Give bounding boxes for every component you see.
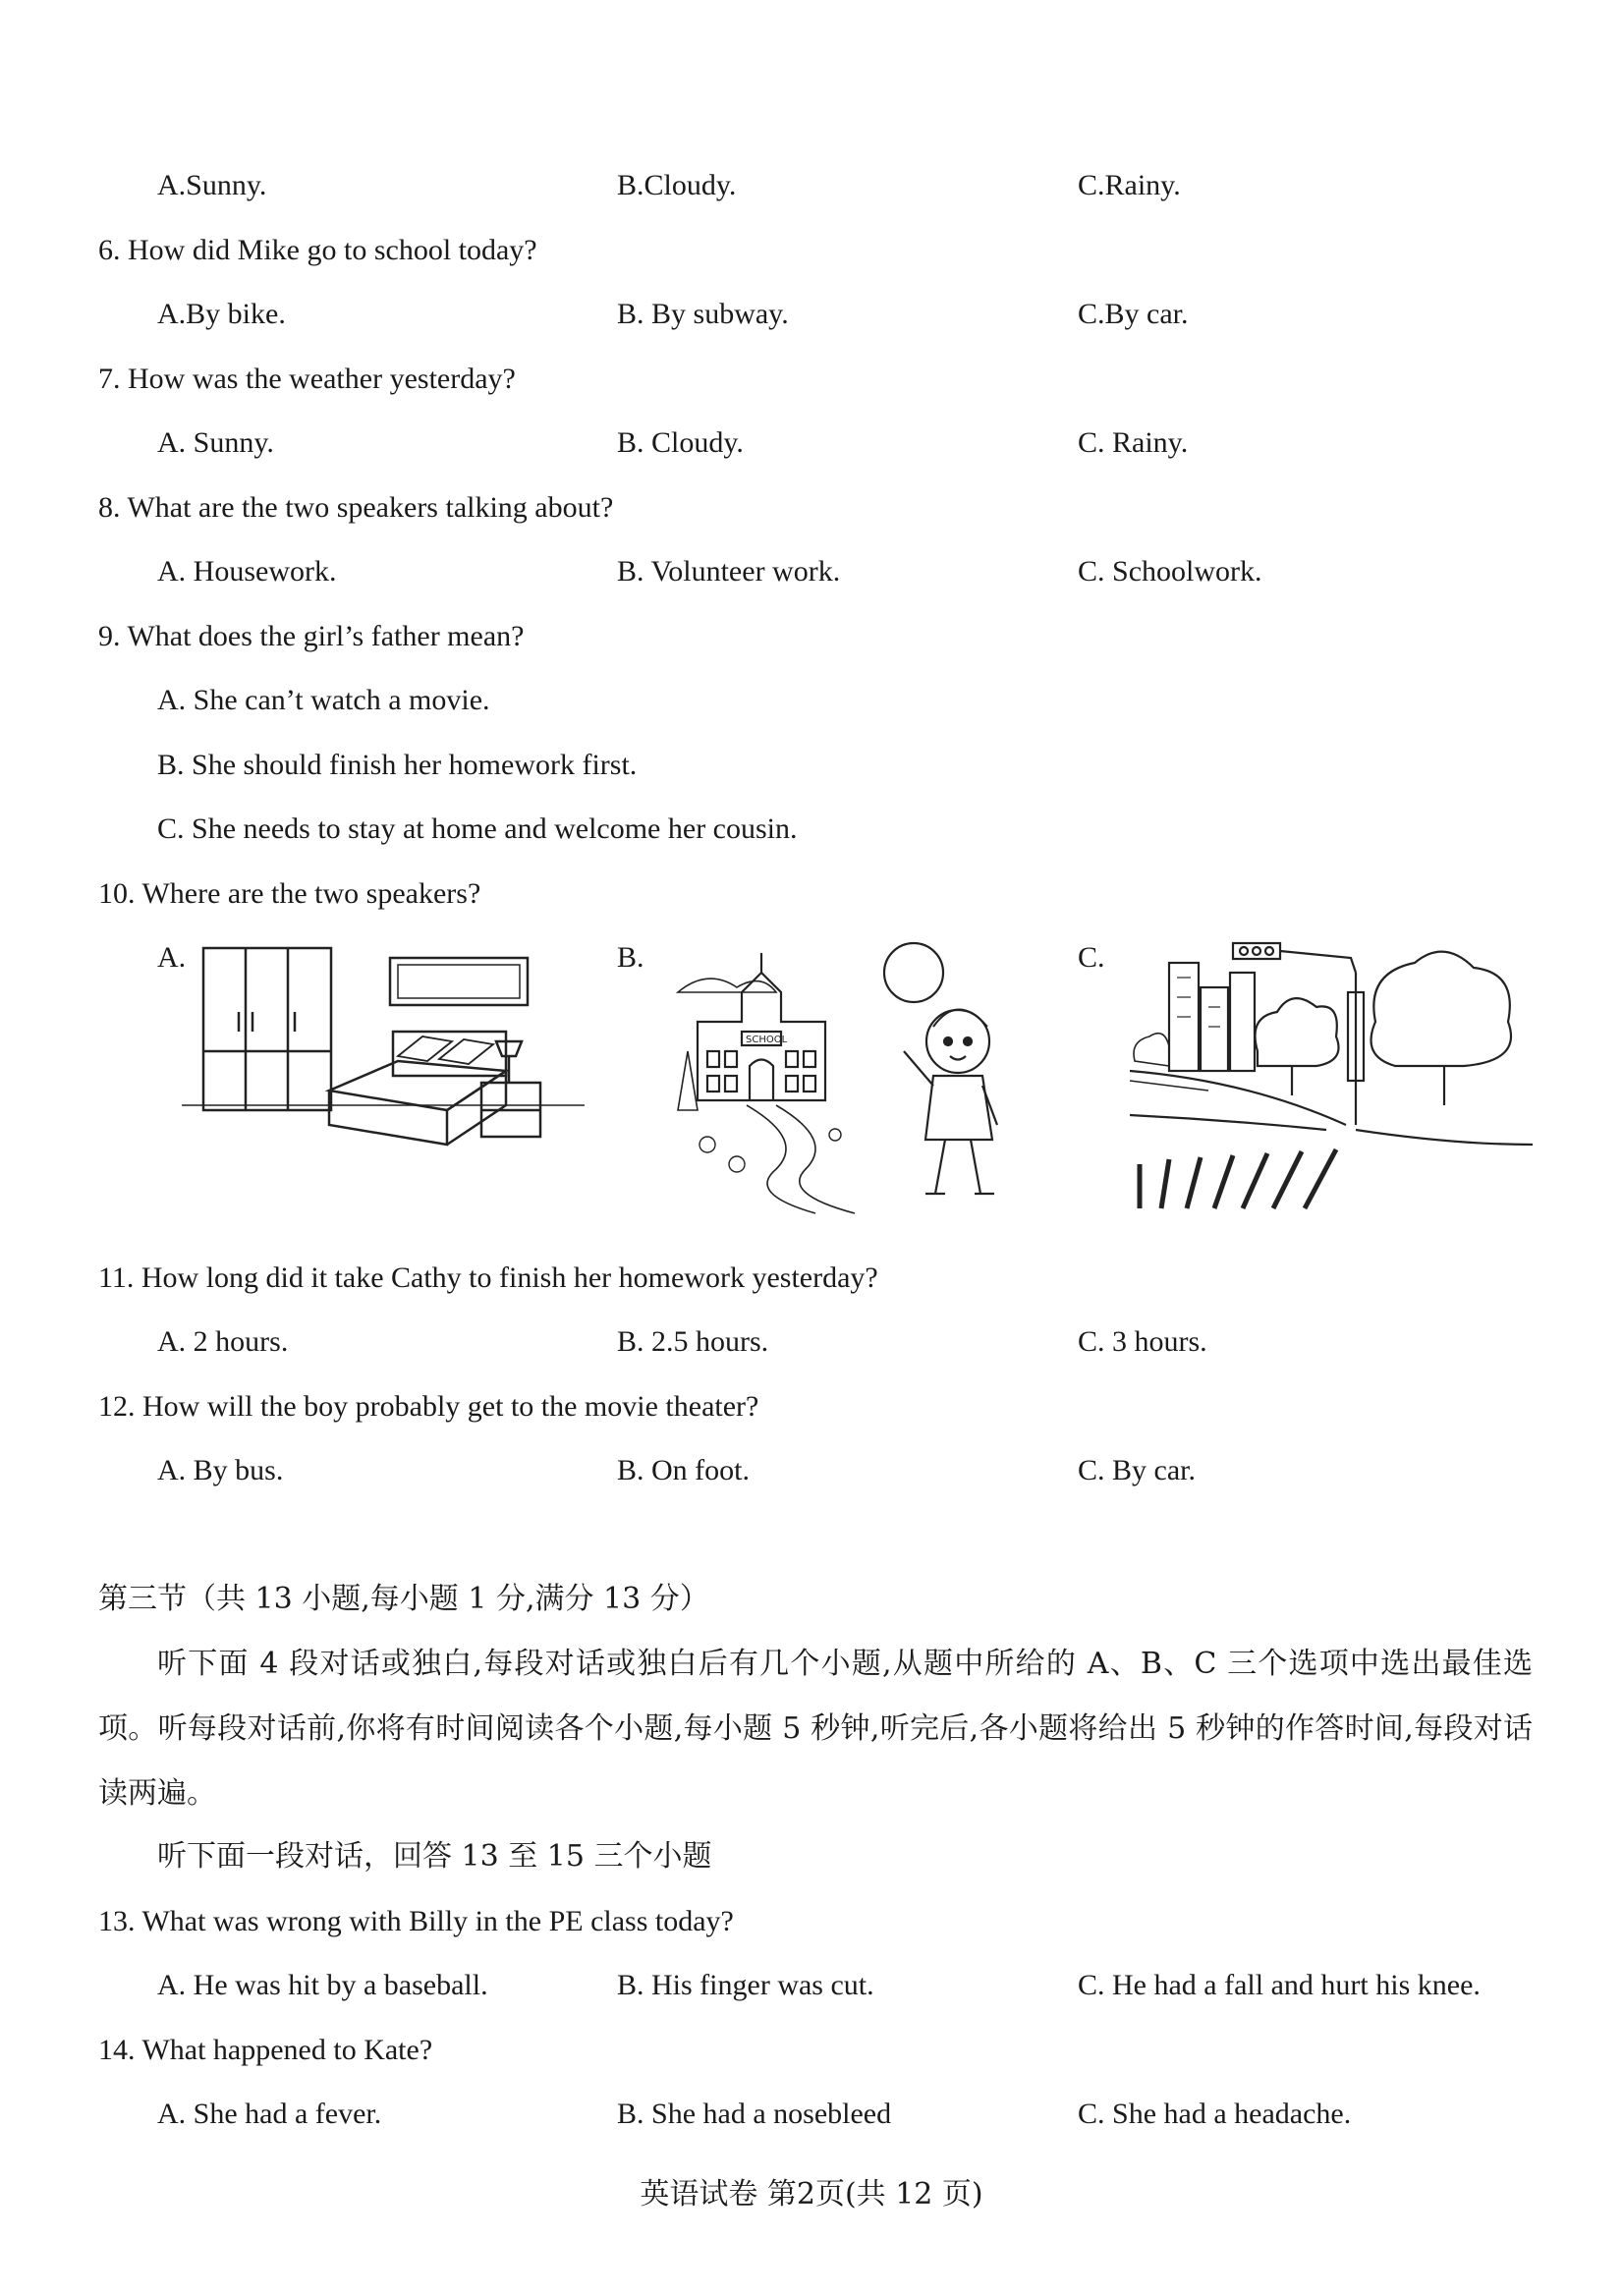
section3-instructions: 听下面 4 段对话或独白,每段对话或独白后有几个小题,从题中所给的 A、B、C 三个选项中选出最佳选项。听每段对话前,你将有时间阅读各个小题,每小题 5 秒钟,听完后,各小题将给出 5 秒钟的作答时间,每段对话读两遍。 [98,1647,1533,1811]
q14-question: 14. What happened to Kate? [98,2034,433,2066]
q11-option-b: B. 2.5 hours. [617,1325,769,1358]
q13-option-b: B. His finger was cut. [617,1969,874,2001]
q7-option-a: A. Sunny. [157,426,274,459]
q6-option-b: B. By subway. [617,298,789,330]
q12-option-a: A. By bus. [157,1454,284,1486]
q8-option-b: B. Volunteer work. [617,555,841,588]
school-sign: SCHOOL [746,1035,788,1045]
q6-question: 6. How did Mike go to school today? [98,234,537,266]
q11-option-a: A. 2 hours. [157,1325,289,1358]
q10-question: 10. Where are the two speakers? [98,877,481,910]
q12-question: 12. How will the boy probably get to the movie theater? [98,1390,759,1423]
section3-title: 第三节（共 13 小题,每小题 1 分,满分 13 分） [98,1582,709,1616]
q11-question: 11. How long did it take Cathy to finish her homework yesterday? [98,1261,878,1294]
school-illustration [668,933,1061,1218]
q8-question: 8. What are the two speakers talking about? [98,491,614,524]
q13-option-c: C. He had a fall and hurt his knee. [1078,1969,1481,2001]
q11-option-c: C. 3 hours. [1078,1325,1207,1358]
bedroom-illustration [182,933,585,1169]
q10-option-b-label: B. [617,941,644,974]
q10-option-c-label: C. [1078,941,1105,974]
q14-option-c: C. She had a headache. [1078,2098,1352,2130]
q14-option-a: A. She had a fever. [157,2098,382,2130]
q8-option-c: C. Schoolwork. [1078,555,1262,588]
q9-option-c: C. She needs to stay at home and welcome her cousin. [157,812,798,845]
q9-option-a: A. She can’t watch a movie. [157,684,490,716]
q9-question: 9. What does the girl’s father mean? [98,620,525,652]
q6-option-a: A.By bike. [157,298,286,330]
q7-option-c: C. Rainy. [1078,426,1189,459]
q5-option-b: B.Cloudy. [617,169,737,201]
q5-option-c: C.Rainy. [1078,169,1181,201]
section3-sub-instruction: 听下面一段对话，回答 13 至 15 三个小题 [157,1839,712,1874]
q13-option-a: A. He was hit by a baseball. [157,1969,488,2001]
q8-option-a: A. Housework. [157,555,337,588]
q13-question: 13. What was wrong with Billy in the PE class today? [98,1905,734,1937]
street-crossing-illustration [1130,933,1533,1213]
q10-option-a-label: A. [157,941,187,974]
q9-option-b: B. She should finish her homework first. [157,749,638,781]
q5-option-a: A.Sunny. [157,169,267,201]
q6-option-c: C.By car. [1078,298,1189,330]
q12-option-b: B. On foot. [617,1454,750,1486]
page-footer: 英语试卷 第2页(共 12 页) [640,2177,983,2212]
q7-question: 7. How was the weather yesterday? [98,363,516,395]
q12-option-c: C. By car. [1078,1454,1196,1486]
q7-option-b: B. Cloudy. [617,426,744,459]
q14-option-b: B. She had a nosebleed [617,2098,892,2130]
